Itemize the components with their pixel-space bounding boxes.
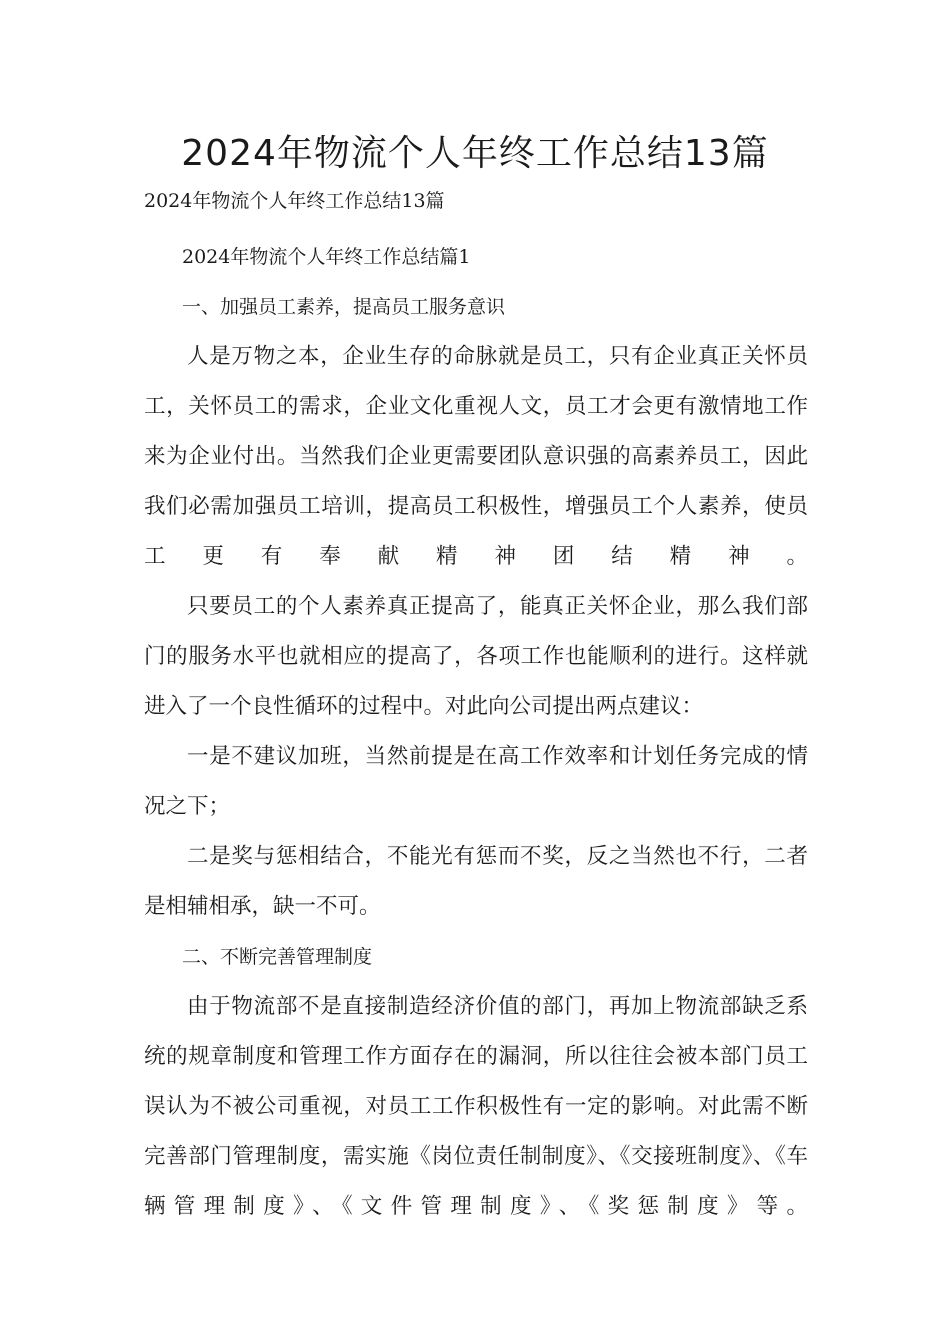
document-subtitle: 2024年物流个人年终工作总结13篇 (144, 190, 445, 212)
section-heading-article-1: 2024年物流个人年终工作总结篇1 (182, 246, 471, 268)
body-paragraph: 由于物流部不是直接制造经济价值的部门，再加上物流部缺乏系统的规章制度和管理工作方面存在的漏洞，所以往往会被本部门员工误认为不被公司重视，对员工工作积极性有一定的影响。对此需不断完善部门管理制度，需实施《岗位责任制制度》、《交接班制度》、《车辆管理制度》、《文件管理制度》、《奖惩制度》等。 (144, 994, 808, 1219)
body-paragraph: 二是奖与惩相结合，不能光有惩而不奖，反之当然也不行，二者是相辅相承，缺一不可。 (144, 844, 808, 919)
document-body (144, 232, 808, 1232)
body-paragraph: 一是不建议加班，当然前提是在高工作效率和计划任务完成的情况之下； (144, 744, 808, 819)
document-title: 2024年物流个人年终工作总结13篇 (181, 133, 769, 174)
section-heading-1: 一、加强员工素养，提高员工服务意识 (182, 296, 506, 318)
section-heading-2: 二、不断完善管理制度 (182, 946, 373, 968)
body-paragraph: 人是万物之本，企业生存的命脉就是员工，只有企业真正关怀员工，关怀员工的需求，企业文化重视人文，员工才会更有激情地工作来为企业付出。当然我们企业更需要团队意识强的高素养员工，因此我们必需加强员工培训，提高员工积极性，增强员工个人素养，使员工更有奉献精神团结精神。 (144, 344, 808, 569)
body-paragraph: 只要员工的个人素养真正提高了，能真正关怀企业，那么我们部门的服务水平也就相应的提高了，各项工作也能顺利的进行。这样就进入了一个良性循环的过程中。对此向公司提出两点建议： (144, 594, 808, 719)
